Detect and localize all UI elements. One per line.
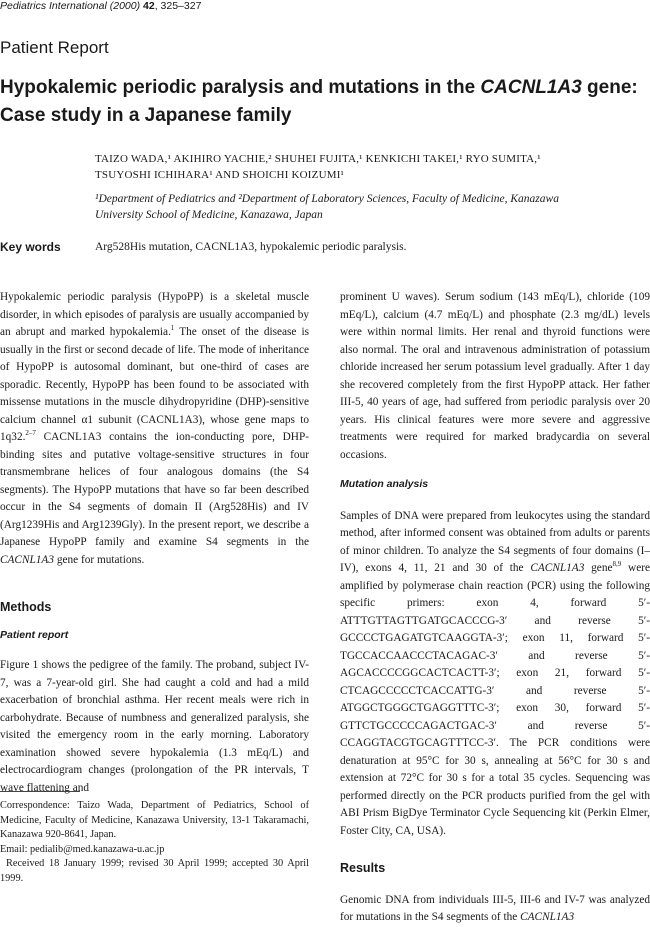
title-gene: CACNL1A3 <box>480 77 582 98</box>
patient-report-text: Figure 1 shows the pedigree of the family. The proband, subject IV-7, was a 7-year-old girl. She had caught a cold and had a mild exacerbation of bronchial asthma. Her recent meals were rich in carbohydrate. Because of numbness and generalized paralysis, she visited the emergency room in the early morning. Laboratory examination showed severe hypokalemia (1.3 mEq/L) and electrocardiogram changes (prolongation of the PR intervals, T wave flattening and <box>0 659 309 794</box>
results-gene: CACNL1A3 <box>520 911 575 923</box>
authors-line-1: TAIZO WADA,¹ AKIHIRO YACHIE,² SHUHEI FUJITA,¹ KENKICHI TAKEI,¹ RYO SUMITA,¹ <box>95 153 541 165</box>
running-header <box>0 0 201 12</box>
right-column <box>340 289 650 927</box>
article-type: Patient Report <box>0 38 109 57</box>
mutation-gene: CACNL1A3 <box>530 562 585 574</box>
mutation-ref: 8,9 <box>612 560 622 569</box>
mutation-text-a: Samples of DNA were prepared from leukocytes using the standard method, after informed consent was obtained from adults or parents of minor children. To analyze the S4 segments of four domains (I–IV), exons 4, 11, 21 and 30 of the <box>340 509 650 574</box>
results-heading: Results <box>340 861 386 875</box>
keywords-label: Key words <box>0 240 61 254</box>
intro-ref-1: 1 <box>170 324 175 333</box>
journal-name: Pediatrics International <box>0 0 107 12</box>
footnote-rule <box>0 791 80 792</box>
authors-line-2: TSUYOSHI ICHIHARA¹ AND SHOICHI KOIZUMI¹ <box>95 169 345 181</box>
title-part1: Hypokalemic periodic paralysis and mutations in the <box>0 77 481 98</box>
affiliation-line-2: University School of Medicine, Kanazawa, Japan <box>95 209 323 221</box>
keywords-text: Arg528His mutation, CACNL1A3, hypokalemic periodic paralysis. <box>95 241 407 253</box>
correspondence-address: Correspondence: Taizo Wada, Department of Pediatrics, School of Medicine, Faculty of Medicine, Kanazawa University, 13-1 Takaramachi, Kanazawa 920-8641, Japan. <box>0 800 309 840</box>
journal-pages: , 325–327 <box>154 0 202 12</box>
correspondence-email: Email: pedialib@med.kanazawa-u.ac.jp <box>0 843 165 855</box>
intro-text-a: Hypokalemic periodic paralysis (HypoPP) is a skeletal muscle disorder, in which episodes of paralysis are usually accompanied by an abrupt and marked hypokalemia. <box>0 291 309 338</box>
intro-paragraph <box>0 289 309 569</box>
left-column <box>0 289 309 797</box>
results-text-a: Genomic DNA from individuals III-5, III-6 and IV-7 was analyzed for mutations in the S4 segments of the <box>340 893 650 923</box>
patient-report-heading: Patient report <box>0 628 69 641</box>
mutation-text-c: were amplified by polymerase chain reaction (PCR) using the following specific primers: exon 4, forward 5′-ATTTGTTAGTTGATGCACCCG-3′ and reverse 5′-GCCCCTGAGATGTCAAGGTA-3′; exon 11, forward 5′-TGCCACCAACCCTACAGAC-3′ and reverse 5′-AGCACCCCGGCACTCACTT-3′; exon 21, forward 5′-CTCAGCCCCCTCACCATTG-3′ and reverse 5′-ATGGCTGGGCTGAGGTTTC-3′; exon 30, forward 5′-GTTCTGCCCCCAGACTGAC-3′ and reverse 5′-CCAGGTACGTGCAGTTTCC-3′. The PCR conditions were denaturation at 95°C for 30 s, annealing at 56°C for 30 s and extension at 72°C for 30 s for a total 35 cycles. Sequencing was performed directly on the PCR products purified from the gel with ABI Prism BigDye Terminator Cycle Sequencing kit (Perkin Elmer, Foster City, CA, USA). <box>340 562 650 837</box>
intro-ref-2: 2–7 <box>25 429 36 438</box>
affiliation-line-1: ¹Department of Pediatrics and ²Department of Laboratory Sciences, Faculty of Medicine, Kanazawa <box>95 193 559 205</box>
mutation-analysis-heading: Mutation analysis <box>340 478 429 490</box>
author-list <box>95 151 635 183</box>
methods-heading: Methods <box>0 600 52 614</box>
mutation-analysis-text <box>340 508 650 841</box>
patient-report-continued: prominent U waves). Serum sodium (143 mEq/L), chloride (109 mEq/L), calcium (4.7 mEq/L) and phosphate (2.3 mg/dL) levels were within normal limits. Her renal and thyroid functions were also normal. The oral and intravenous administration of potassium chloride increased her serum potassium level gradually. After 1 day she recovered completely from the first HypoPP attack. Her father III-5, 40 years of age, had suffered from periodic paralysis over 20 years. His clinical features were more severe and aggressive treatments were required for marked bradycardia on several occasions. <box>340 291 650 461</box>
journal-year: (2000) <box>109 0 141 12</box>
article-title <box>0 74 640 130</box>
intro-text-c: CACNL1A3 contains the ion-conducting pore, DHP-binding sites and putative voltage-sensitive structures in four transmembrane helices of four analogous domains (the S4 segments). The HypoPP mutations that have so far been described occur in the S4 segments of domain II (Arg528His) and IV (Arg1239His and Arg1239Gly). In the present report, we describe a Japanese HypoPP family and examine S4 segments in the <box>0 431 309 548</box>
results-text <box>340 892 650 927</box>
correspondence-note <box>0 799 309 886</box>
affiliations <box>95 191 635 223</box>
received-dates: Received 18 January 1999; revised 30 April 1999; accepted 30 April 1999. <box>0 858 309 884</box>
intro-text-b: The onset of the disease is usually in the first or second decade of life. The mode of inheritance of HypoPP is autosomal dominant, but one-third of cases are sporadic. Recently, HypoPP has been found to be associated with missense mutations in the muscle dihydropyridine (DHP)-sensitive calcium channel α1 subunit (CACNL1A3), whose gene maps to 1q32. <box>0 326 309 443</box>
title-part2: gene: Case study in a Japanese family <box>0 77 638 126</box>
intro-text-d: gene for mutations. <box>54 553 145 566</box>
intro-gene: CACNL1A3 <box>0 553 54 566</box>
mutation-text-b: gene <box>584 562 613 574</box>
journal-volume: 42 <box>143 0 155 12</box>
